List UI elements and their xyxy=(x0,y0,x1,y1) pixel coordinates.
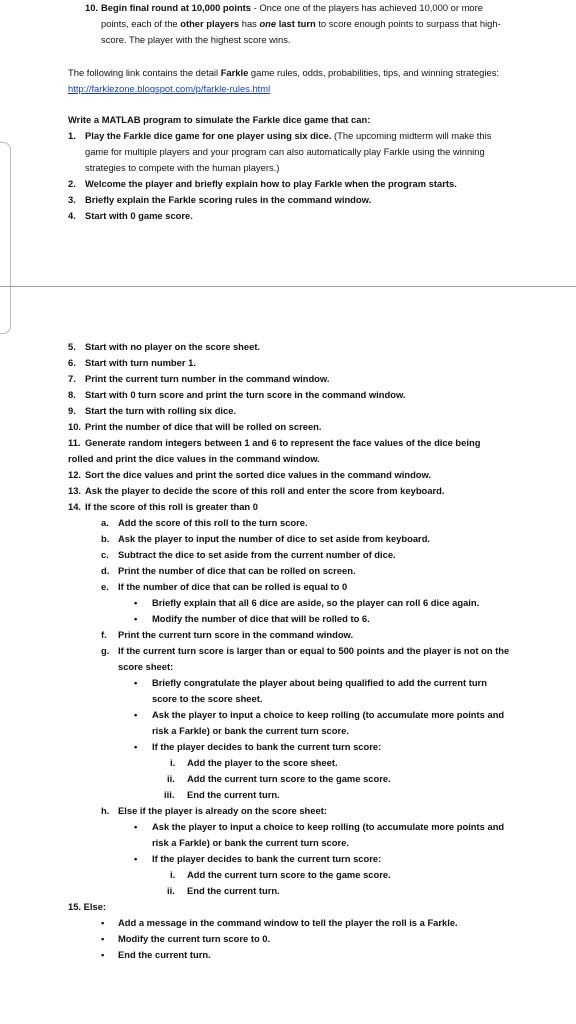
list-item-3: Briefly explain the Farkle scoring rules in the command window. xyxy=(85,194,372,205)
sub-item-f: Print the current turn score in the command window. xyxy=(118,629,354,640)
item-10-text-a: - Once one of the players has achieved 10,000 or more points, each of the xyxy=(101,2,483,29)
list-item-number: 9. xyxy=(68,405,76,416)
link-para-farkle: Farkle xyxy=(220,67,249,78)
link-paragraph xyxy=(68,65,508,97)
g-bullet-2: Ask the player to input a choice to keep rolling (to accumulate more points and risk a Farkle) or bank the current turn score. xyxy=(152,709,505,736)
bullet-icon: • xyxy=(134,677,138,688)
bullet-icon: • xyxy=(134,821,138,832)
link-para-text-b: game rules, odds, probabilities, tips, and winning strategies: xyxy=(248,67,499,78)
sub-item-d: Print the number of dice that can be rolled on screen. xyxy=(118,565,356,576)
sub-label: a. xyxy=(101,517,109,528)
list-item-number: 5. xyxy=(68,341,76,352)
list-item-number: 2. xyxy=(68,178,76,189)
bullet-icon: • xyxy=(101,917,105,928)
list-item-10: Print the number of dice that will be rolled on screen. xyxy=(85,421,322,432)
page-margin-bracket xyxy=(0,142,11,334)
sub-label: d. xyxy=(101,565,110,576)
list-item-number: 1. xyxy=(68,130,76,141)
list-item-7: Print the current turn number in the command window. xyxy=(85,373,330,384)
bullet-icon: • xyxy=(134,597,138,608)
list-item-number: 7. xyxy=(68,373,76,384)
list-item-11: Generate random integers between 1 and 6 to represent the face values of the dice being rolled and print the dice values in the command window. xyxy=(68,437,481,464)
farkle-rules-link[interactable]: http://farklezone.blogspot.com/p/farkle-rules.html xyxy=(68,83,271,94)
list-item-number: 3. xyxy=(68,194,76,205)
bullet-icon: • xyxy=(101,949,105,960)
list-item-1-normal: (The upcoming midterm will make this game for multiple players and your program can also automatically play Farkle using the winning strategies to compete with the human players.) xyxy=(85,130,492,173)
bullet-icon: • xyxy=(134,853,138,864)
list-item-9: Start the turn with rolling six dice. xyxy=(85,405,237,416)
g-bullet-3: If the player decides to bank the current turn score: xyxy=(152,741,382,752)
list-item-number: 4. xyxy=(68,210,76,221)
sub-label: c. xyxy=(101,549,109,560)
list-item-number: 14. xyxy=(68,501,82,512)
item-10-number: 10. xyxy=(85,2,99,13)
h-bullet-2: If the player decides to bank the current turn score: xyxy=(152,853,382,864)
roman-label: iii. xyxy=(164,789,175,800)
e-bullet-1: Briefly explain that all 6 dice are aside, so the player can roll 6 dice again. xyxy=(152,597,480,608)
bullet-icon: • xyxy=(134,709,138,720)
sub-label: f. xyxy=(101,629,107,640)
program-heading: Write a MATLAB program to simulate the Farkle dice game that can: xyxy=(68,114,371,125)
sub-item-c: Subtract the dice to set aside from the current number of dice. xyxy=(118,549,396,560)
item-15-label: 15. Else: xyxy=(68,901,107,912)
e-bullet-2: Modify the number of dice that will be rolled to 6. xyxy=(152,613,370,624)
g-bullet-1: Briefly congratulate the player about being qualified to add the current turn score to the score sheet. xyxy=(152,677,487,704)
sub-item-a: Add the score of this roll to the turn score. xyxy=(118,517,308,528)
item-10-one: one xyxy=(259,18,277,29)
item-10-other-players: other players xyxy=(180,18,240,29)
list-item-number: 12. xyxy=(68,469,82,480)
roman-label: i. xyxy=(170,869,176,880)
item-15-bullet-2: Modify the current turn score to 0. xyxy=(118,933,271,944)
list-item-number: 10. xyxy=(68,421,82,432)
sub-label: g. xyxy=(101,645,110,656)
sub-label: h. xyxy=(101,805,110,816)
item-15-bullet-3: End the current turn. xyxy=(118,949,211,960)
list-item-number: 11. xyxy=(68,437,81,448)
item-10-last-turn: last turn xyxy=(276,18,316,29)
h-bullet-1: Ask the player to input a choice to keep rolling (to accumulate more points and risk a Farkle) or bank the current turn score. xyxy=(152,821,505,848)
list-item-number: 13. xyxy=(68,485,82,496)
list-item-1 xyxy=(85,128,510,176)
list-item-8: Start with 0 turn score and print the turn score in the command window. xyxy=(85,389,406,400)
list-item-4: Start with 0 game score. xyxy=(85,210,193,221)
roman-label: ii. xyxy=(167,773,175,784)
item-10-text xyxy=(101,0,501,48)
roman-label: i. xyxy=(170,757,176,768)
list-item-1-bold: Play the Farkle dice game for one player using six dice. xyxy=(85,130,332,141)
item-10-text-b: has xyxy=(239,18,260,29)
item-10-text-c: to score enough points to surpass that high-score. The player with the highest score wins. xyxy=(101,18,501,45)
item-15-bullet-1: Add a message in the command window to tell the player the roll is a Farkle. xyxy=(118,917,458,928)
roman-label: ii. xyxy=(167,885,175,896)
g-roman-1: Add the player to the score sheet. xyxy=(187,757,338,768)
h-roman-1: Add the current turn score to the game score. xyxy=(187,869,391,880)
h-roman-2: End the current turn. xyxy=(187,885,280,896)
sub-item-e: If the number of dice that can be rolled is equal to 0 xyxy=(118,581,348,592)
list-item-13: Ask the player to decide the score of this roll and enter the score from keyboard. xyxy=(85,485,445,496)
link-para-text-a: The following link contains the detail xyxy=(68,67,221,78)
list-item-12: Sort the dice values and print the sorted dice values in the command window. xyxy=(85,469,432,480)
bullet-icon: • xyxy=(101,933,105,944)
item-10-title: Begin final round at 10,000 points xyxy=(101,2,252,13)
g-roman-3: End the current turn. xyxy=(187,789,280,800)
sub-item-b: Ask the player to input the number of dice to set aside from keyboard. xyxy=(118,533,431,544)
list-item-14: If the score of this roll is greater than 0 xyxy=(85,501,258,512)
g-roman-2: Add the current turn score to the game score. xyxy=(187,773,391,784)
sub-label: b. xyxy=(101,533,110,544)
sub-item-g: If the current turn score is larger than or equal to 500 points and the player is not on the score sheet: xyxy=(118,645,510,672)
list-item-number: 8. xyxy=(68,389,76,400)
list-item-6: Start with turn number 1. xyxy=(85,357,196,368)
list-item-5: Start with no player on the score sheet. xyxy=(85,341,261,352)
page-break-line xyxy=(0,286,576,287)
bullet-icon: • xyxy=(134,741,138,752)
sub-item-h: Else if the player is already on the score sheet: xyxy=(118,805,327,816)
list-item-2: Welcome the player and briefly explain how to play Farkle when the program starts. xyxy=(85,178,457,189)
list-item-number: 6. xyxy=(68,357,76,368)
sub-label: e. xyxy=(101,581,109,592)
bullet-icon: • xyxy=(134,613,138,624)
